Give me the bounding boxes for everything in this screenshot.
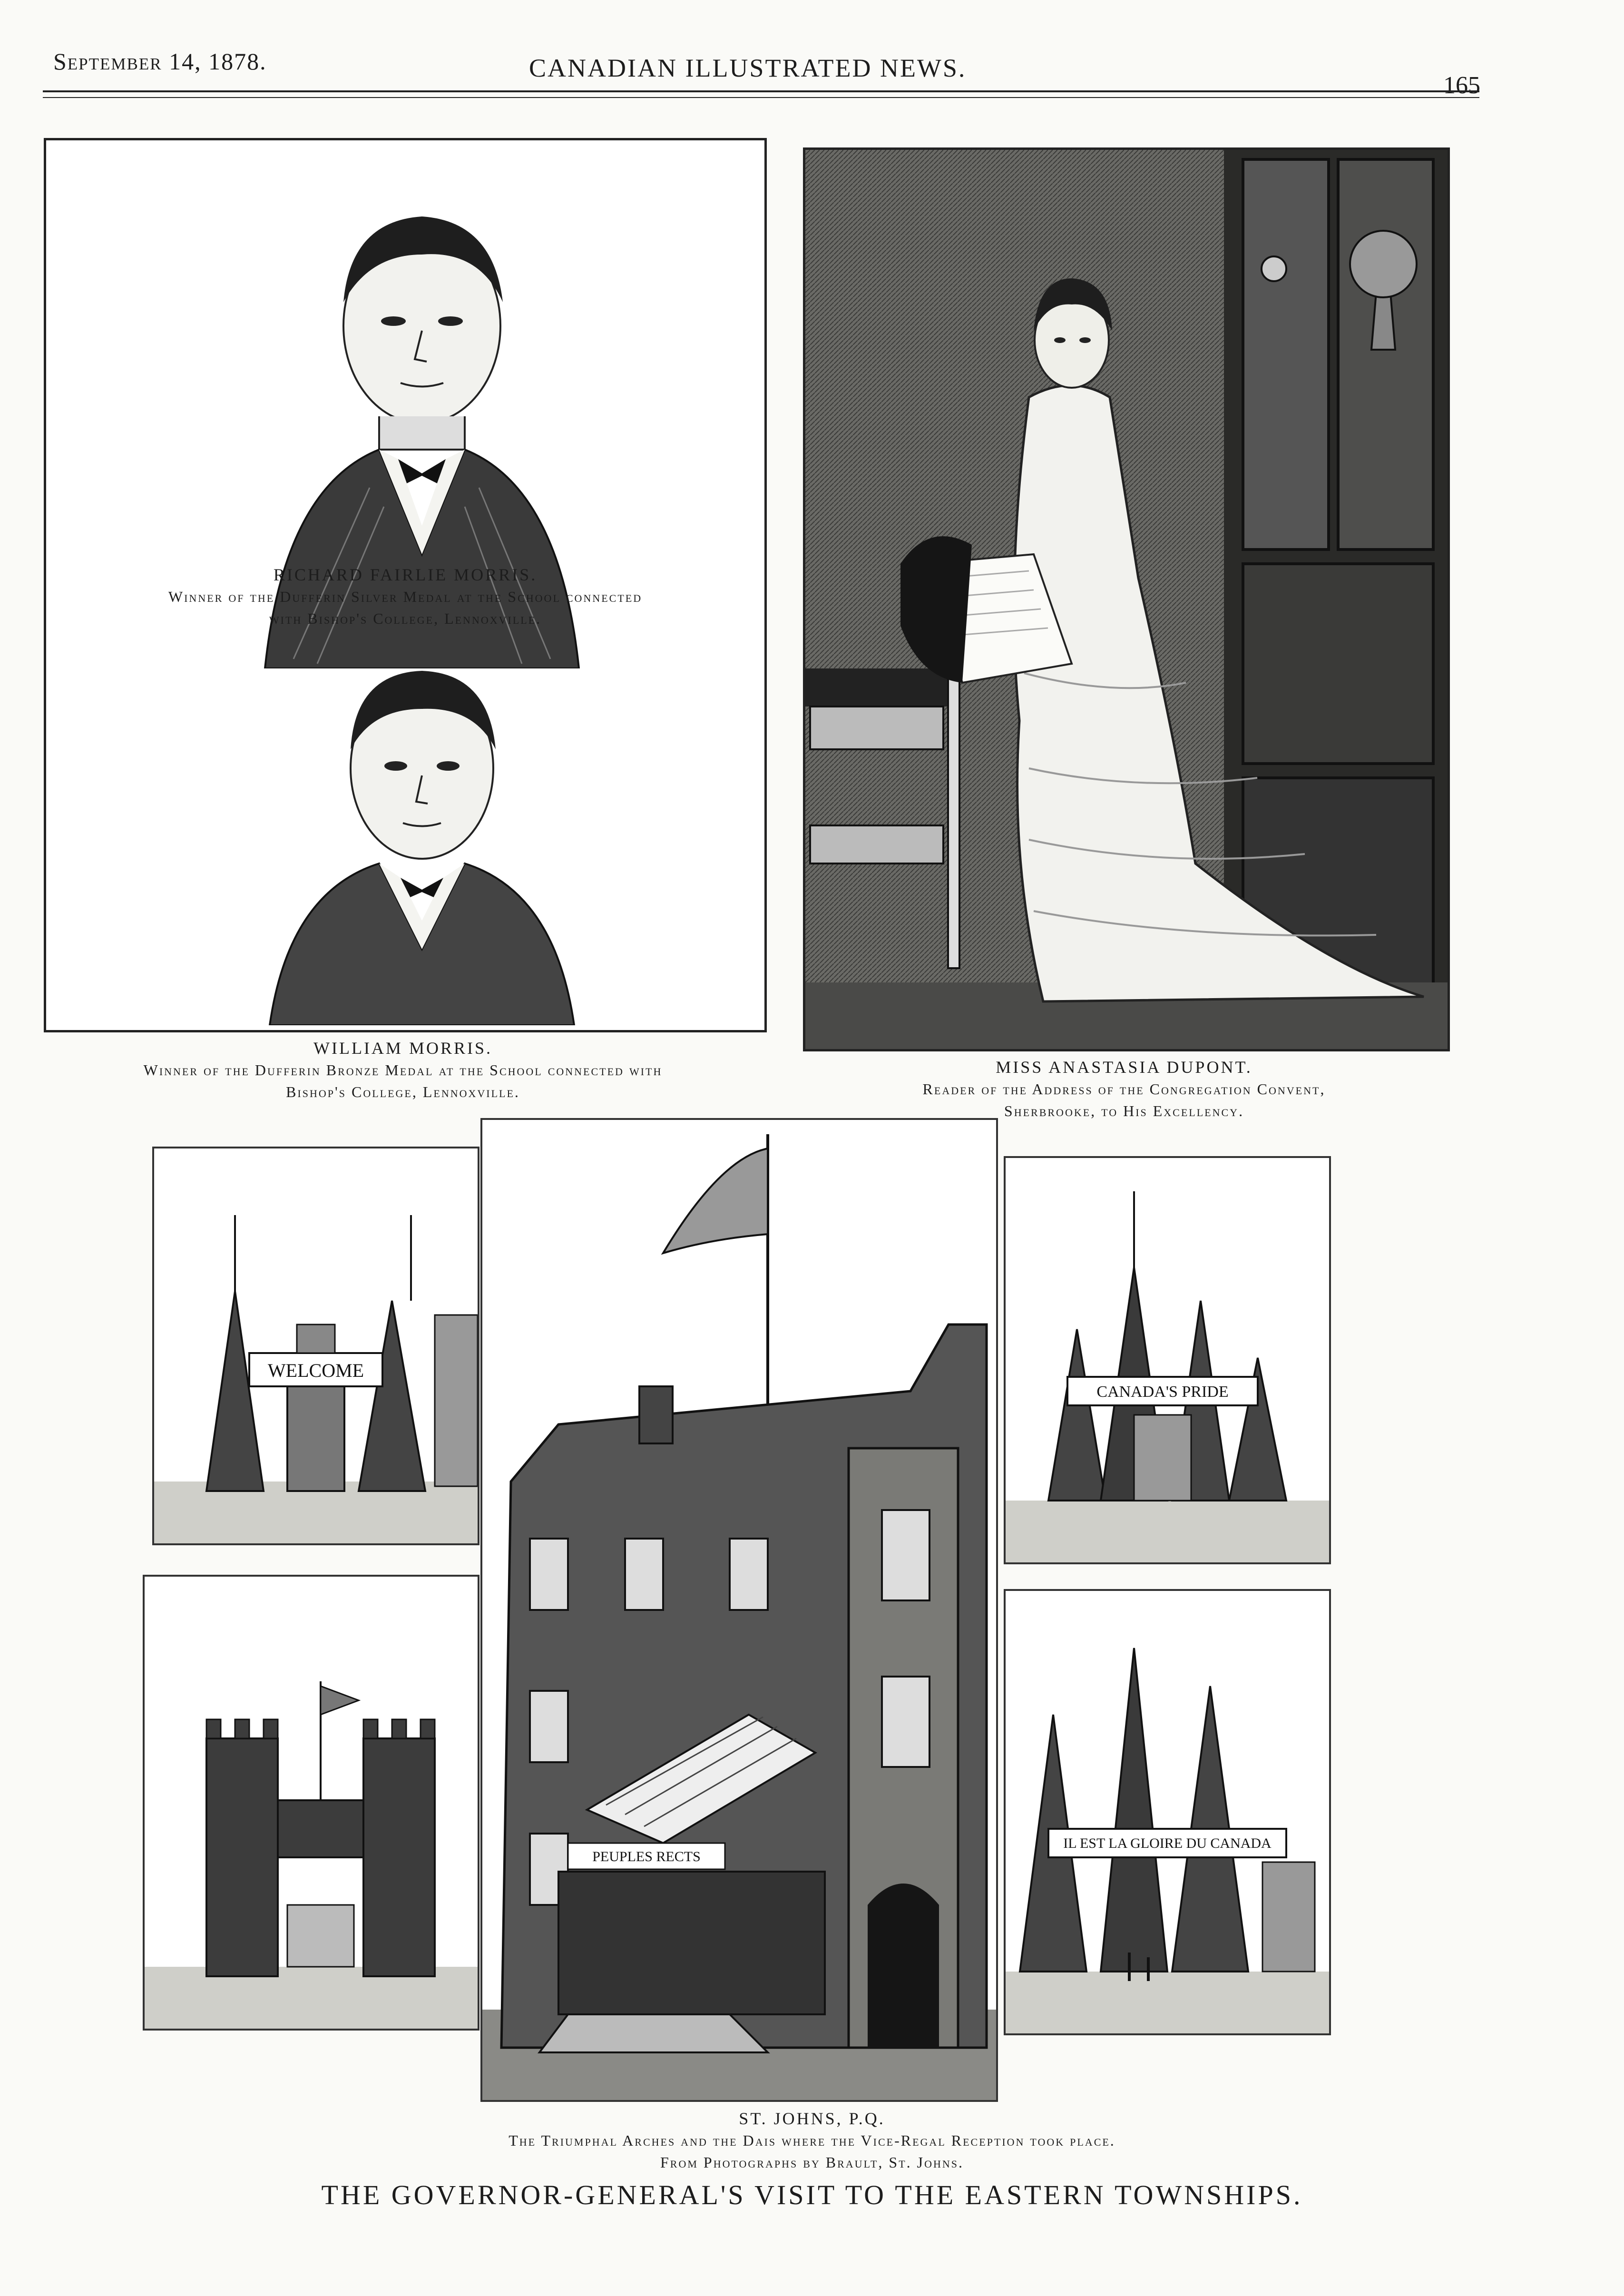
canadas-pride-panel bbox=[1004, 1156, 1331, 1564]
richard-morris-caption bbox=[46, 564, 764, 629]
gloire-arch-panel bbox=[1004, 1589, 1331, 2035]
william-morris-line2: Bishop's College, Lennoxville. bbox=[286, 1083, 520, 1100]
william-morris-caption bbox=[44, 1037, 762, 1103]
canadas-pride-banner: CANADA'S PRIDE bbox=[1096, 1383, 1229, 1401]
william-morris-portrait bbox=[260, 654, 584, 1025]
st-johns-line1: The Triumphal Arches and the Dais where the Vice-Regal Reception took place. bbox=[509, 2132, 1115, 2149]
dais-building-panel bbox=[480, 1118, 998, 2102]
richard-morris-line2: with Bishop's College, Lennoxville. bbox=[269, 610, 542, 627]
header-rule bbox=[43, 90, 1479, 92]
welcome-arch-illustration bbox=[154, 1148, 478, 1543]
richard-morris-name: RICHARD FAIRLIE MORRIS. bbox=[273, 565, 538, 584]
dupont-portrait-frame bbox=[803, 147, 1450, 1051]
dupont-name: MISS ANASTASIA DUPONT. bbox=[996, 1058, 1252, 1077]
st-johns-caption bbox=[0, 2108, 1624, 2173]
morris-portraits-frame bbox=[44, 138, 767, 1032]
masthead: CANADIAN ILLUSTRATED NEWS. bbox=[529, 54, 967, 82]
st-johns-place: ST. JOHNS, P.Q. bbox=[739, 2109, 885, 2128]
gloire-arch-illustration bbox=[1006, 1591, 1329, 2033]
canadas-pride-illustration bbox=[1006, 1158, 1329, 1562]
st-johns-line2: From Photographs by Brault, St. Johns. bbox=[660, 2154, 964, 2171]
gloire-banner: IL EST LA GLOIRE DU CANADA bbox=[1063, 1835, 1272, 1851]
st-johns-composite bbox=[133, 1118, 1341, 2103]
header-rule-thin bbox=[43, 97, 1479, 98]
dupont-caption bbox=[803, 1056, 1445, 1122]
welcome-banner: WELCOME bbox=[267, 1360, 364, 1381]
dais-building-illustration bbox=[482, 1120, 996, 2100]
issue-date: September 14, 1878. bbox=[53, 48, 267, 75]
richard-morris-line1: Winner of the Dufferin Silver Medal at the School connected bbox=[168, 588, 643, 605]
castle-arch-illustration bbox=[145, 1577, 478, 2029]
welcome-arch-panel bbox=[152, 1147, 479, 1545]
william-morris-line1: Winner of the Dufferin Bronze Medal at the School connected with bbox=[143, 1061, 663, 1079]
william-morris-name: WILLIAM MORRIS. bbox=[313, 1039, 492, 1058]
castle-arch-panel bbox=[143, 1575, 479, 2031]
dupont-line2: Sherbrooke, to His Excellency. bbox=[1004, 1102, 1244, 1119]
page-title: THE GOVERNOR-GENERAL'S VISIT TO THE EASTERN TOWNSHIPS. bbox=[321, 2179, 1303, 2210]
page-number: 165 bbox=[1443, 72, 1480, 99]
dais-banner: PEUPLES RECTS bbox=[592, 1849, 701, 1864]
anastasia-dupont-portrait bbox=[805, 150, 1448, 1049]
dupont-line1: Reader of the Address of the Congregation Convent, bbox=[922, 1080, 1326, 1098]
